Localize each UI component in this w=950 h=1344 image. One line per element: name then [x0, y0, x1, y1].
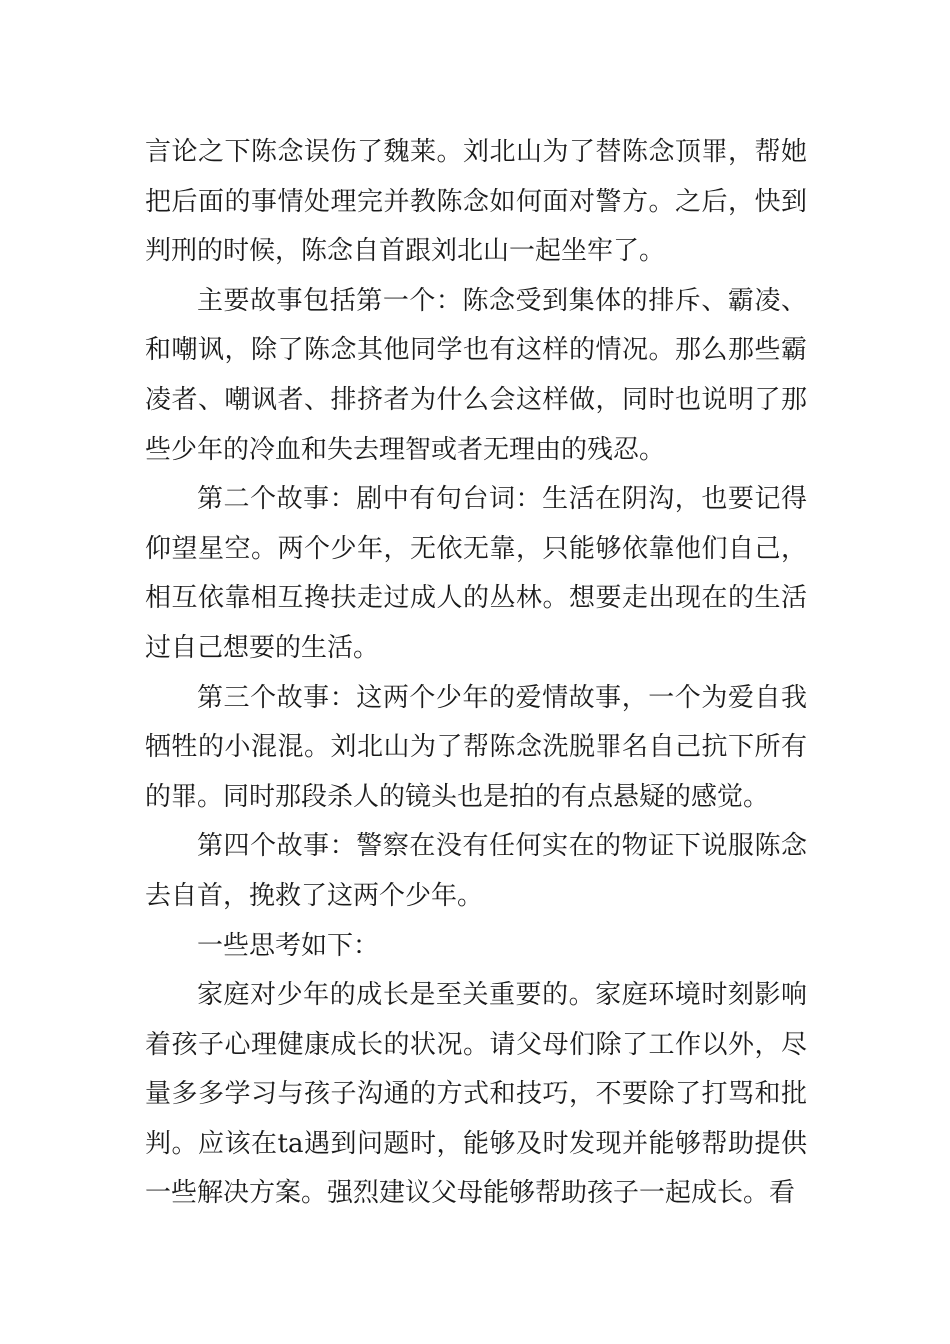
document-body	[145, 128, 807, 1219]
paragraph-7: 家庭对少年的成长是至关重要的。家庭环境时刻影响着孩子心理健康成长的状况。请父母们除了工作以外，尽量多多学习与孩子沟通的方式和技巧，不要除了打骂和批判。应该在ta遇到问题时，能够及时发现并能够帮助提供一些解决方案。强烈建议父母能够帮助孩子一起成长。看	[145, 980, 807, 1209]
paragraph-4: 第三个故事：这两个少年的爱情故事，一个为爱自我牺牲的小混混。刘北山为了帮陈念洗脱罪名自己抗下所有的罪。同时那段杀人的镜头也是拍的有点悬疑的感觉。	[145, 682, 807, 812]
paragraph-1: 言论之下陈念误伤了魏莱。刘北山为了替陈念顶罪，帮她把后面的事情处理完并教陈念如何面对警方。之后，快到判刑的时候，陈念自首跟刘北山一起坐牢了。	[145, 137, 807, 267]
paragraph-3: 第二个故事：剧中有句台词：生活在阴沟，也要记得仰望星空。两个少年，无依无靠，只能够依靠他们自己，相互依靠相互搀扶走过成人的丛林。想要走出现在的生活过自己想要的生活。	[145, 484, 807, 663]
paragraph-6: 一些思考如下：	[197, 930, 380, 961]
paragraph-2: 主要故事包括第一个：陈念受到集体的排斥、霸凌、和嘲讽，除了陈念其他同学也有这样的情况。那么那些霸凌者、嘲讽者、排挤者为什么会这样做，同时也说明了那些少年的冷血和失去理智或者无理由的残忍。	[145, 285, 807, 465]
paragraph-5: 第四个故事：警察在没有任何实在的物证下说服陈念去自首，挽救了这两个少年。	[145, 831, 807, 911]
